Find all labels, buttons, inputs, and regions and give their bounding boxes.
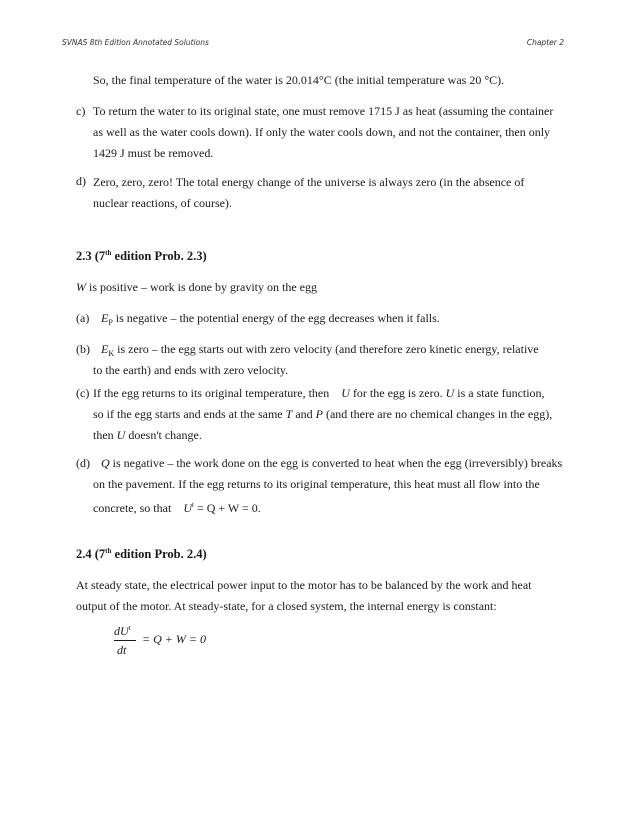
section-2-4-line: output of the motor. At steady-state, for a closed system, the internal energy is constant: (76, 599, 497, 613)
part-c-label: c) (76, 104, 86, 118)
part-c-line: 1429 J must be removed. (93, 146, 214, 160)
item-b-label: (b) (76, 342, 90, 356)
item-d-label: (d) (76, 456, 90, 470)
item-c-line: so if the egg starts and ends at the same T and P (and there are no chemical changes in the egg), (93, 407, 553, 421)
steady-state-equation (114, 624, 234, 660)
equation-rhs: = Q + W = 0 (142, 632, 206, 646)
fraction-bar (114, 640, 136, 641)
item-b-line: to the earth) and ends with zero velocity. (93, 363, 289, 377)
part-d-line: nuclear reactions, of course). (93, 196, 232, 210)
part-d-line: Zero, zero, zero! The total energy change of the universe is always zero (in the absence of (93, 175, 525, 189)
item-c-label: (c) (76, 386, 90, 400)
part-c-line: as well as the water cools down). If only the water cools down, and not the container, then only (93, 125, 551, 139)
item-d-line: concrete, so that $U^t = Q + W = 0$. (93, 501, 261, 515)
part-c-line: To return the water to its original state, one must remove 1715 J as heat (assuming the container (93, 104, 554, 118)
item-a-label: (a) (76, 311, 90, 325)
part-d-label: d) (76, 174, 86, 188)
section-2-4-line: At steady state, the electrical power input to the motor has to be balanced by the work and heat (76, 578, 532, 592)
running-header-right: Chapter 2 (526, 38, 564, 47)
equation-numerator: $dU^t$ (114, 624, 131, 638)
section-2-4-heading: 2.4 (7th edition Prob. 2.4) (76, 547, 207, 561)
item-d-line: Q is negative – the work done on the egg is converted to heat when the egg (irreversibly) breaks (101, 456, 563, 470)
item-d-line: on the pavement. If the egg returns to its original temperature, this heat must all flow into the (93, 477, 540, 491)
item-a-text: $E_P$ is negative – the potential energy of the egg decreases when it falls. (101, 311, 440, 327)
section-2-3-heading: 2.3 (7th edition Prob. 2.3) (76, 249, 207, 263)
final-temperature-sentence: So, the final temperature of the water is 20.014°C (the initial temperature was 20 °C). (93, 73, 505, 87)
section-2-3-intro: W is positive – work is done by gravity on the egg (76, 280, 317, 294)
item-b-line: $E_K$ is zero – the egg starts out with zero velocity (and therefore zero kinetic energy, relative (101, 342, 539, 358)
item-c-line: If the egg returns to its original temperature, then U for the egg is zero. U is a state function, (93, 386, 545, 400)
running-header-left: SVNAS 8th Edition Annotated Solutions (62, 38, 209, 47)
item-c-line: then U doesn't change. (93, 428, 202, 442)
equation-denominator: dt (117, 643, 127, 657)
